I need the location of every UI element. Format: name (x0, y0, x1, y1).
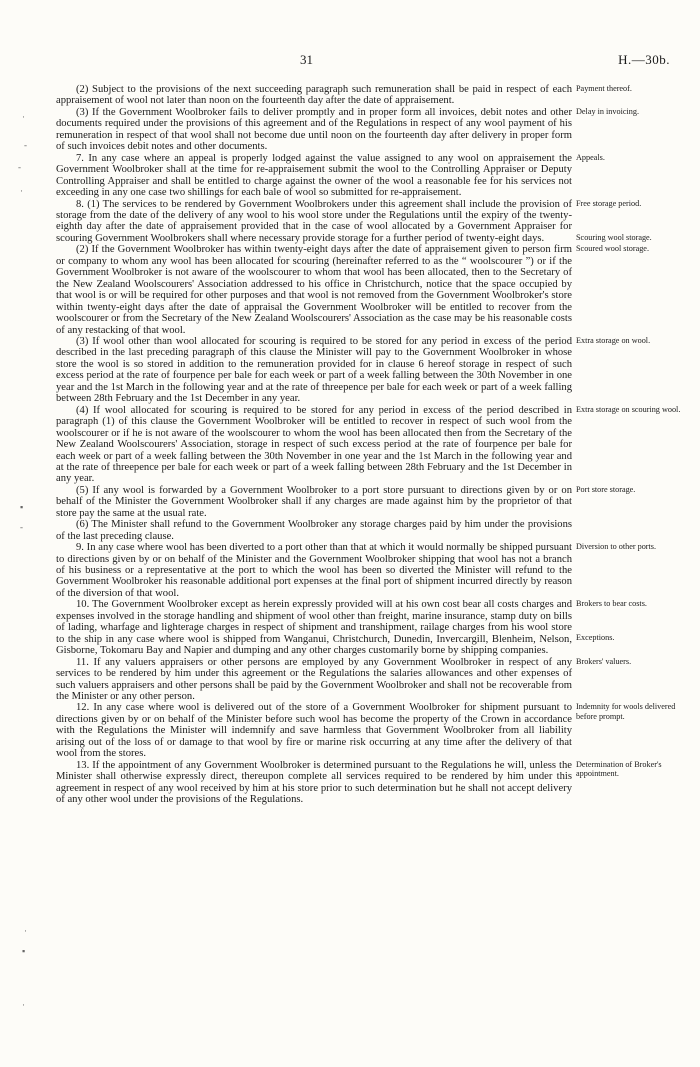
margin-mark: - (20, 522, 23, 532)
paragraph-12: 12. In any case where wool is delivered out of the store of a Government Woolbroker for shipment pursuant to directions given by or on behalf of the Minister before such wool has become the property of the Crown in accordance with the Regulations the Minister will indemnify and save harmless that Government Woolbroker from all liability arising out of the loss of or damage to that wool by fire or marine risk occurring at any time after the delivery of that wool from the stores. Indemnity for wools delivered before prompt. (56, 702, 572, 759)
margin-note: Diversion to other ports. (576, 542, 657, 552)
paragraph-7: 7. In any case where an appeal is properly lodged against the value assigned to any wool on appraisement the Government Woolbroker shall at the time for re-appraisement submit the wool to the Controlling Appraiser or Deputy Controlling Appraiser and shall be entitled to charge against the owner of the wool a reasonable fee for his services not exceeding in any one case two shillings for each bale of wool so submitted for re-appraisement. Appeals. (56, 153, 572, 199)
margin-note: Appeals. (576, 152, 605, 162)
page-number: 31 (300, 52, 313, 67)
margin-note: Determination of Broker's appointment. (576, 759, 662, 778)
margin-note: Extra storage on wool. (576, 335, 651, 345)
margin-note: Free storage period. (576, 198, 642, 208)
margin-note: Delay in invoicing. (576, 106, 639, 116)
margin-mark: - (24, 140, 27, 150)
margin-mark: - (18, 162, 21, 172)
paragraph-6-2: (2) Subject to the provisions of the next succeeding paragraph such remuneration shall be paid in respect of each appraisement of wool not later than noon on the fourteenth day after the date of appraisement. Payment thereof. (56, 84, 572, 107)
paragraph-10: 10. The Government Woolbroker except as herein expressly provided will at his own cost bear all costs charges and expenses involved in the storage handling and shipment of wool other than freight, marine insurance, stamp duty on bills of lading, wharfage and lighterage charges in respect of shipment and transhipment, railage charges from his wool store to the ship in any case where wool is shipped from Wanganui, Christchurch, Dunedin, Invercargill, Blenheim, Nelson, Gisborne, Tokomaru Bay and Napier and dumping and any other charges customarily borne by shipping companies. Brokers to bear costs. Exceptions. (56, 599, 572, 656)
paragraph-8-3: (3) If wool other than wool allocated for scouring is required to be stored for any period in excess of the period described in the last preceding paragraph of this clause the Minister will pay to the Government Woolbroker in whose store the wool is so stored in addition to the remuneration provided for in clause 6 hereof storage in respect of such excess period at the rate of fourpence per bale for each week or part of a week falling between the 30th November in one year and the 1st March in the following year and at the rate of threepence per bale for each week or part of a week falling between 28th February and the 1st December in any year. Extra storage on wool. (56, 336, 572, 405)
margin-mark: · (22, 112, 25, 122)
margin-note: Payment thereof. (576, 84, 632, 93)
paragraph-11: 11. If any valuers appraisers or other persons are employed by any Government Woolbroker in respect of any services to be rendered by him under this agreement or the Regulations the salaries allowances and other expenses of such valuers appraisers and other persons shall be paid by the Government Woolbroker and shall not be recoverable from the Minister or any other person. Brokers' valuers. (56, 657, 572, 703)
paragraph-9: 9. In any case where wool has been diverted to a port other than that at which it would normally be shipped pursuant to directions given by or on behalf of the Minister and the Government Woolbroker shipping that wool has not a branch of his business or a representative at the port to which the wool has been so diverted the Minister will refund to the Government Woolbroker his reasonable additional port expenses at the final port of shipment incurred directly by reason of the diversion of that wool. Diversion to other ports. (56, 542, 572, 599)
page-header (0, 52, 700, 68)
paragraph-6-3: (3) If the Government Woolbroker fails to deliver promptly and in proper form all invoices, debit notes and other documents required under the provisions of this agreement and of the Regulations in respect of any wool payment of his remuneration in respect of that wool shall not become due until noon on the fourteenth day after delivery in proper form of such invoices debit notes and other documents. Delay in invoicing. (56, 107, 572, 153)
margin-mark: ▪ (22, 946, 26, 956)
margin-note: Extra storage on scouring wool. (576, 404, 681, 414)
document-reference: H.—30b. (618, 52, 670, 67)
margin-mark: · (20, 186, 23, 196)
document-body (56, 84, 681, 806)
paragraph-8-4: (4) If wool allocated for scouring is required to be stored for any period in excess of the period described in paragraph (1) of this clause the Government Woolbroker will be entitled to recover in respect of such wool from the woolscourer or if he is not aware of the woolscourer to whom the wool has been allocated then from the Secretary of the New Zealand Woolscourers' Association, storage in respect of such excess period at the rate of fourpence per bale for each week or part of a week falling between the 30th November in one year and the 1st March in the following year and at the rate of threepence per bale for each week or part of a week falling between 28th February and the 1st December in any year. Extra storage on scouring wool. (56, 405, 572, 485)
margin-note: Brokers' valuers. (576, 656, 632, 666)
margin-note: Indemnity for wools delivered before prompt. (576, 702, 676, 721)
paragraph-8-5: (5) If any wool is forwarded by a Government Woolbroker to a port store pursuant to directions given by or on behalf of the Minister the Government Woolbroker shall if any charges are made against him by the proprietor of that store pay the same at the usual rate. Port store storage. (56, 485, 572, 519)
paragraph-8-2: (2) If the Government Woolbroker has within twenty-eight days after the date of appraisement given to person firm or company to whom any wool has been allocated for scouring (hereinafter referred to as the “ woolscourer ”) or if the Government Woolbroker is not aware of the woolscourer to whom that wool has been allocated, then to the Secretary of the New Zealand Woolscourers' Association addressed to his office in Christchurch, notice that the space occupied by that wool is or will be required for other purposes and that wool is not removed from the Government Woolbroker's store within twenty-eight days after the date of appraisal the Government Woolbroker will be entitled to recover from the woolscourer or from the Secretary of the New Zealand Woolscourers' Association as the case may be his reasonable costs of any restacking of that wool. Scoured wool storage. (56, 244, 572, 336)
margin-mark: ▪ (20, 502, 24, 512)
margin-note: Exceptions. (576, 633, 615, 643)
margin-mark: · (22, 1000, 25, 1010)
margin-mark: · (24, 926, 27, 936)
paragraph-13: 13. If the appointment of any Government Woolbroker is determined pursuant to the Regulations he will, unless the Minister shall otherwise expressly direct, thereupon complete all services required to be rendered by him under this agreement in respect of any wool received by him at his store prior to such determination but he shall not accept delivery of any other wool under the provisions of the Regulations. Determination of Broker's appointment. (56, 760, 572, 806)
paragraph-8-1: 8. (1) The services to be rendered by Government Woolbrokers under this agreement shall include the provision of storage from the date of the delivery of any wool to his wool store under the Regulations until the expiry of the twenty-eighth day after the date of appraisement provided that in the case of wool allocated by a Government Appraiser for scouring Government Woolbrokers shall where necessary provide storage for a further period of twenty-eight days. Free storage period. Scouring wool storage. (56, 199, 572, 245)
paragraph-8-6: (6) The Minister shall refund to the Government Woolbroker any storage charges paid by him under the provisions of the last preceding clause. (56, 519, 572, 542)
margin-note: Scouring wool storage. (576, 232, 652, 242)
margin-note: Scoured wool storage. (576, 244, 649, 254)
margin-note: Brokers to bear costs. (576, 599, 647, 609)
margin-note: Port store storage. (576, 484, 636, 494)
